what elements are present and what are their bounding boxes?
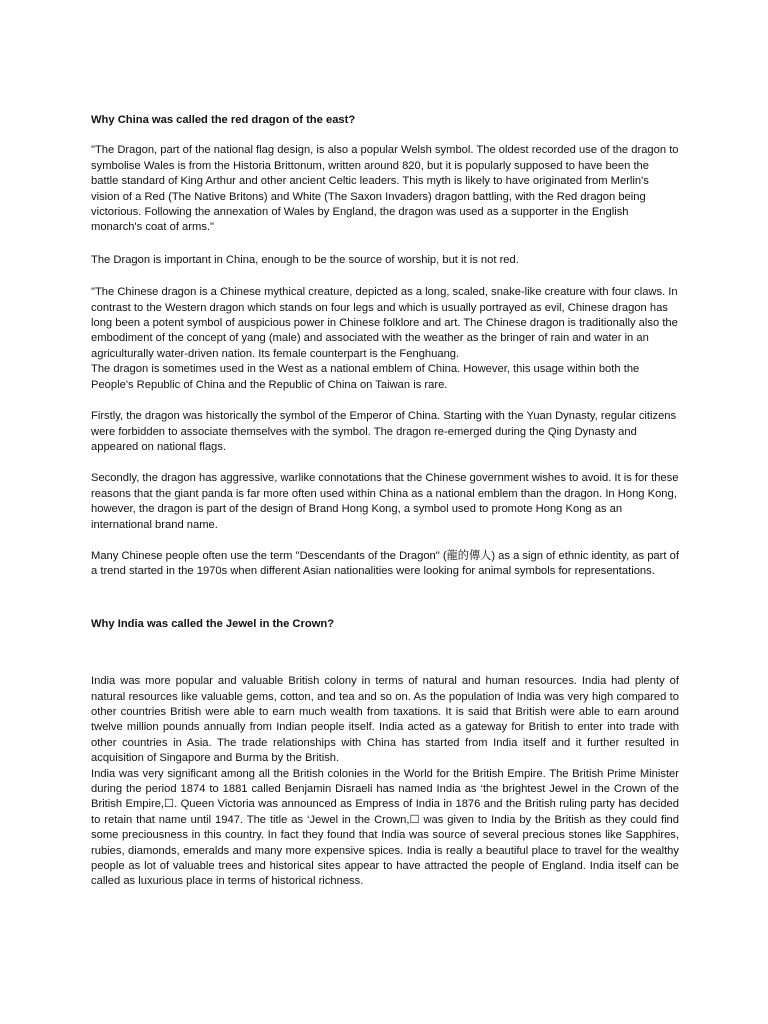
india-jewel-paragraph: India was very significant among all the British colonies in the World for the British Empire. The British Prime Minister during the period 1874 to 1881 called Benjamin Disraeli has named India as ‘the brightest Jewel in the Crown of the British Empire,☐. Queen Victoria was announced as Empress of India in 1876 and the British ruling party has decided to retain that name until 1947. The title as ‘Jewel in the Crown,☐ was given to India by the British as they could find some preciousness in this country. In fact they found that India was source of several precious stones like Sapphires, rubies, diamonds, emeralds and many more expensive spices. India is really a beautiful place to travel for the wealthy people as lot of valuable trees and historical sites appear to have attracted the people of England. India itself can be called as luxurious place in terms of historical richness. [91,767,679,888]
emperor-symbol-paragraph: Firstly, the dragon was historically the symbol of the Emperor of China. Starting with the Yuan Dynasty, regular citizens were forbidden to associate themselves with the symbol. The dragon re-emerged during the Qing Dynasty and appeared on national flags. [91,410,677,453]
national-emblem-paragraph: The dragon is sometimes used in the West as a national emblem of China. However, this usage within both the People's Republic of China and the Republic of China on Taiwan is rare. [91,363,640,391]
chinese-dragon-paragraph: "The Chinese dragon is a Chinese mythical creature, depicted as a long, scaled, snake-like creature with four claws. In contrast to the Western dragon which stands on four legs and which is usually portrayed as evil, Chinese dragon has long been a potent symbol of auspicious power in Chinese folklore and art. The Chinese dragon is traditionally also the embodiment of the concept of yang (male) and associated with the weather as the bringer of rain and water in an agriculturally water-driven nation. Its female counterpart is the Fenghuang. [91,286,678,360]
descendants-paragraph: Many Chinese people often use the term "Descendants of the Dragon" (龍的傳人) as a sign of ethnic identity, as part of a trend started in the 1970s when different Asian nationalities were looking for animal symbols for representations. [91,549,679,578]
chinese-dragon-block [91,285,679,393]
china-section-heading: Why China was called the red dragon of the east? [91,114,356,126]
welsh-dragon-paragraph: "The Dragon, part of the national flag design, is also a popular Welsh symbol. The oldest recorded use of the dragon to symbolise Wales is from the Historia Brittonum, written around 820, but it is popularly supposed to have been the battle standard of King Arthur and other ancient Celtic leaders. This myth is likely to have originated from Merlin's vision of a Red (The Native Britons) and White (The Saxon Invaders) dragon battling, with the Red dragon being victorious. Following the annexation of Wales by England, the dragon was used as a supporter in the English monarch's coat of arms." [91,144,679,234]
india-section-heading: Why India was called the Jewel in the Crown? [91,617,335,630]
document-page [91,113,679,890]
india-resources-paragraph: India was more popular and valuable British colony in terms of natural and human resources. India had plenty of natural resources like valuable gems, cotton, and tea and so on. As the population of India was very high compared to other countries British were able to earn much wealth from taxations. It is said that British were able to earn around twelve million pounds annually from Indian people itself. India acted as a gateway for British to enter into trade with other countries in Asia. The trade relationships with China has started from India itself and it further resulted in acquisition of Singapore and Burma by the British. [91,675,679,765]
india-block [91,674,679,890]
dragon-importance-paragraph: The Dragon is important in China, enough to be the source of worship, but it is not red. [91,253,519,266]
aggressive-connotations-paragraph: Secondly, the dragon has aggressive, warlike connotations that the Chinese government wishes to avoid. It is for these reasons that the giant panda is far more often used within China as a national emblem than the dragon. In Hong Kong, however, the dragon is part of the design of Brand Hong Kong, a symbol used to promote Hong Kong as an international brand name. [91,472,679,531]
